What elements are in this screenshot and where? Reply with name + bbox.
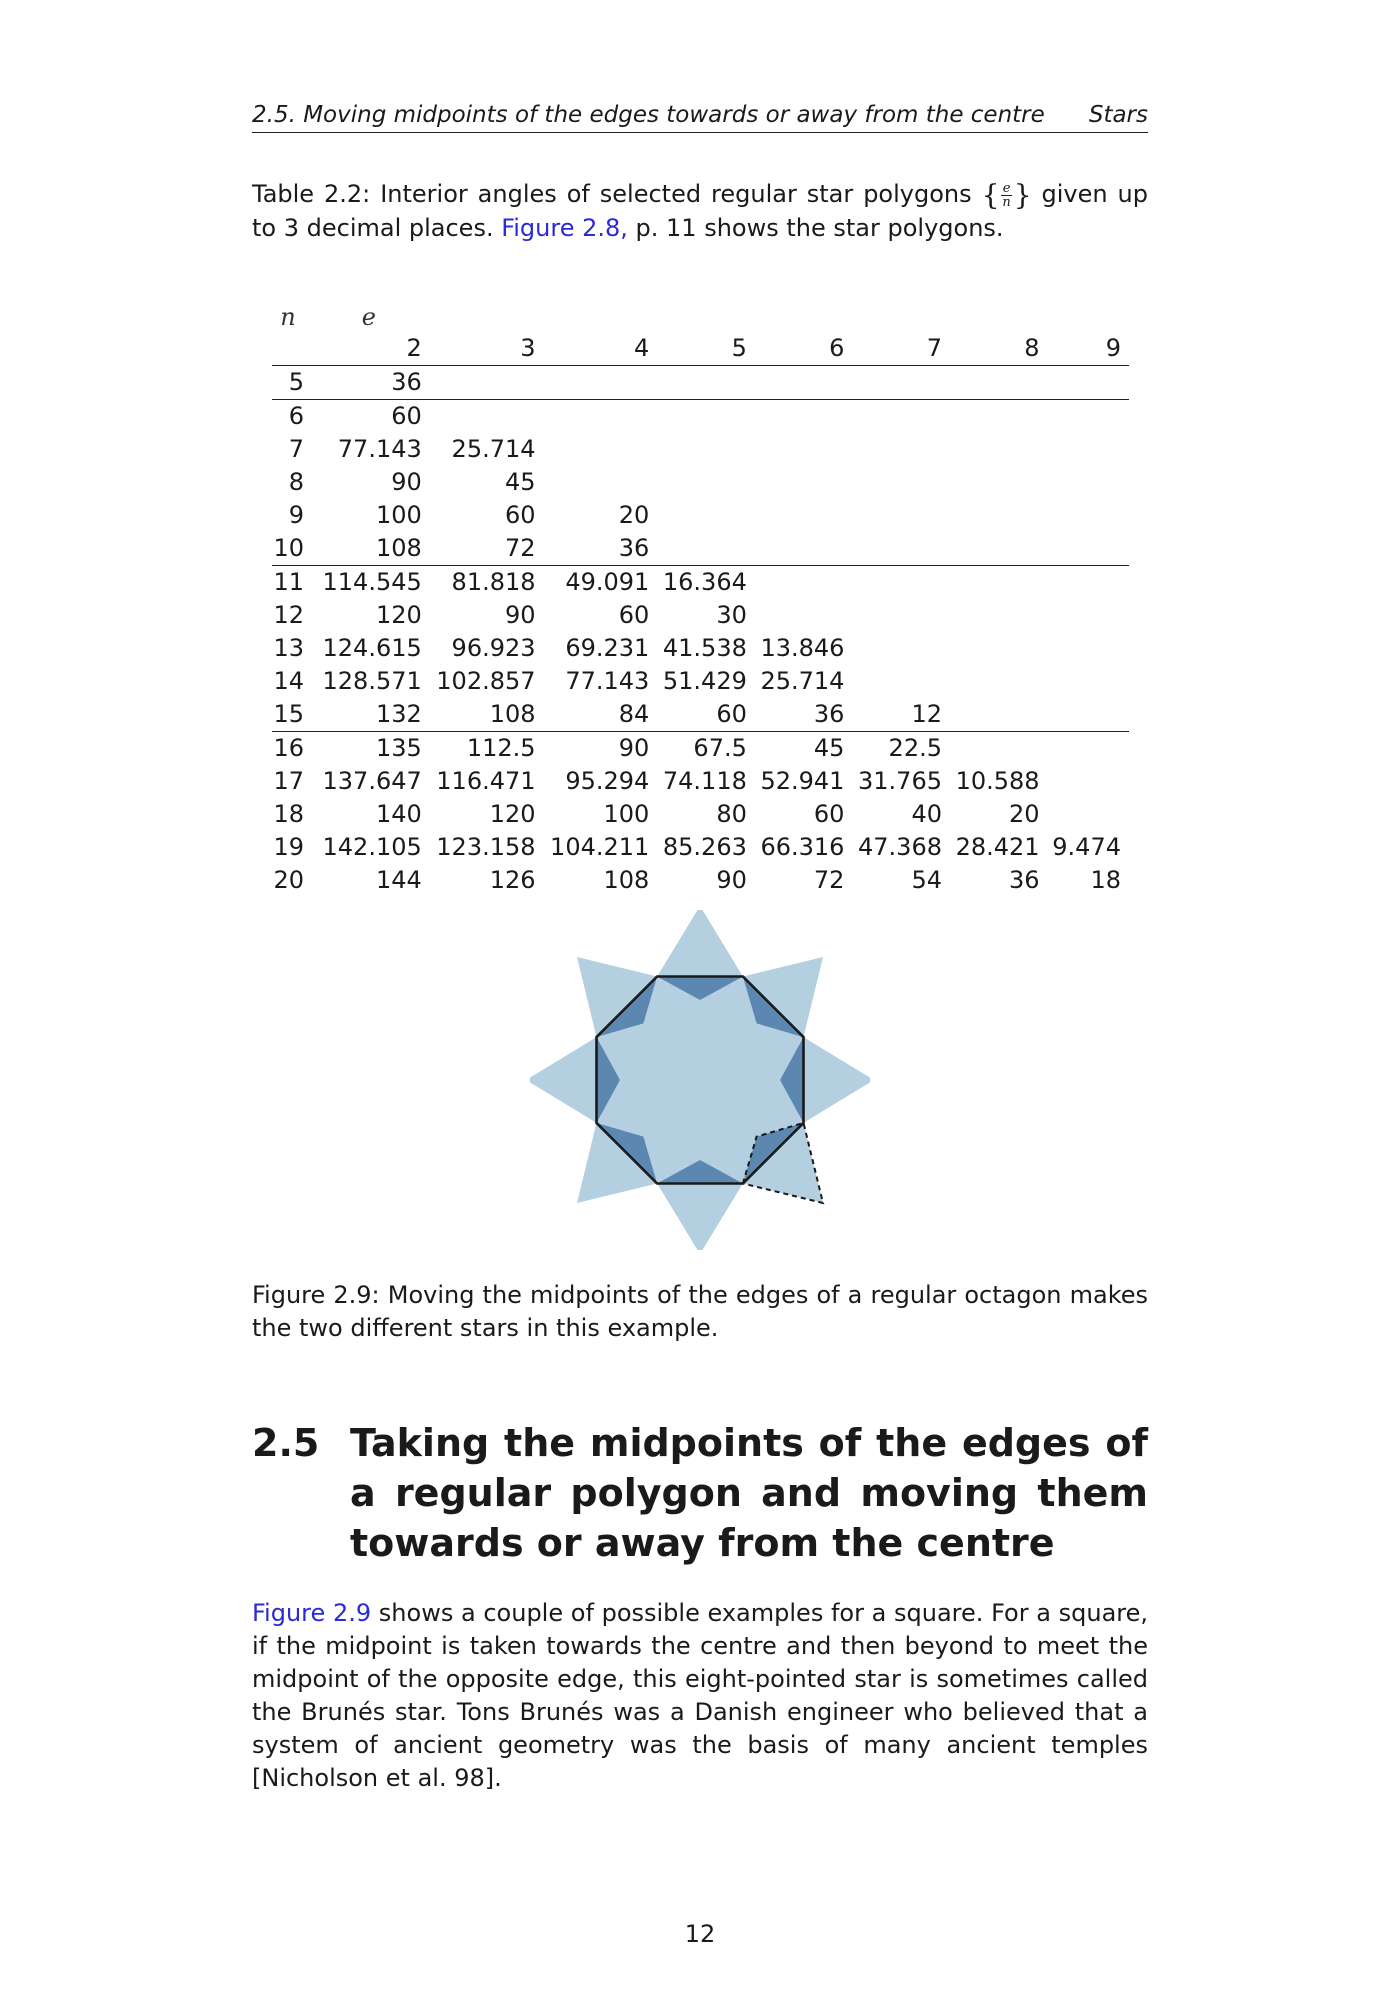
table-row — [272, 632, 1129, 665]
row-header: 6 — [272, 400, 316, 434]
table-cell: 36 — [391, 368, 422, 396]
brace-close: } — [1013, 178, 1032, 212]
table-cell — [657, 466, 755, 499]
table-caption-lead: Table 2.2: Interior angles of selected regular star polygons — [252, 180, 982, 208]
table-cell — [1048, 466, 1129, 499]
table-cell: 10.588 — [955, 767, 1040, 795]
table-cell: 36 — [1009, 866, 1040, 894]
table-cell: 140 — [375, 800, 422, 828]
table-caption — [252, 178, 1148, 245]
table-row — [272, 798, 1129, 831]
row-header: 20 — [273, 866, 304, 894]
row-header: 15 — [273, 700, 304, 728]
row-variable-label: n — [280, 303, 296, 331]
fraction-numerator: e — [1002, 180, 1011, 196]
table-cell: 114.545 — [316, 566, 430, 600]
table-cell — [755, 566, 853, 600]
table-row — [272, 466, 1129, 499]
table-caption-tail: p. 11 shows the star polygons. — [627, 213, 1004, 242]
row-header: 13 — [273, 634, 304, 662]
table-cell: 60 — [618, 601, 650, 629]
row-header: 19 — [273, 833, 304, 861]
table-cell: 90 — [391, 468, 422, 496]
table-cell — [755, 433, 853, 466]
table-row — [272, 400, 1129, 434]
table-cell: 100 — [375, 501, 422, 529]
row-header: 16 — [272, 732, 316, 766]
column-header: 5 — [657, 332, 755, 366]
fraction-denominator: n — [1002, 194, 1011, 210]
table-caption-mid: given up to 3 decimal places. — [252, 180, 1148, 242]
column-header: 3 — [430, 332, 544, 366]
table-cell — [950, 466, 1048, 499]
table-cell: 66.316 — [760, 833, 845, 861]
table-cell — [544, 433, 658, 466]
table-cell: 60 — [504, 501, 536, 529]
table-cell: 81.818 — [430, 566, 544, 600]
table-cell — [1048, 698, 1129, 732]
table-cell — [1048, 765, 1129, 798]
table-cell: 60 — [813, 800, 845, 828]
table-cell: 90 — [716, 866, 747, 894]
running-head — [252, 98, 1148, 132]
section-title: Taking the midpoints of the edges of a regular polygon and moving them towards or away from the centre — [350, 1421, 1148, 1565]
table-cell: 135 — [316, 732, 430, 766]
table-cell — [852, 599, 950, 632]
table-cell — [1048, 732, 1129, 766]
table-cell — [852, 499, 950, 532]
table-cell — [852, 532, 950, 566]
variable-row — [272, 302, 1129, 332]
table-cell — [430, 366, 544, 400]
table-cell: 108 — [603, 866, 650, 894]
row-header: 7 — [288, 435, 304, 463]
table-cell — [950, 665, 1048, 698]
table-cell: 132 — [375, 700, 422, 728]
table-row — [272, 532, 1129, 566]
brace-open: { — [981, 178, 1000, 212]
table-cell: 18 — [1090, 866, 1121, 894]
section-number: 2.5 — [252, 1421, 320, 1465]
row-header: 8 — [288, 468, 304, 496]
table-cell: 90 — [504, 601, 536, 629]
table-cell: 60 — [716, 700, 747, 728]
column-header: 4 — [544, 332, 658, 366]
running-head-section: 2.5. Moving midpoints of the edges towards or away from the centre — [252, 102, 1045, 128]
row-header: 18 — [273, 800, 304, 828]
table-cell: 108 — [375, 534, 422, 562]
table-cell — [1048, 499, 1129, 532]
table-cell: 144 — [375, 866, 422, 894]
table-cell — [544, 400, 658, 434]
table-cell — [852, 665, 950, 698]
table-cell: 77.143 — [565, 667, 650, 695]
table-cell: 54 — [911, 866, 942, 894]
table-cell — [852, 366, 950, 400]
table-cell: 49.091 — [544, 566, 658, 600]
table-cell — [950, 499, 1048, 532]
table-cell: 28.421 — [955, 833, 1040, 861]
table-cell — [755, 499, 853, 532]
row-header: 10 — [273, 534, 304, 562]
running-head-chapter: Stars — [1088, 102, 1148, 128]
row-header: 12 — [273, 601, 304, 629]
table-cell: 13.846 — [760, 634, 845, 662]
table-cell — [1048, 632, 1129, 665]
table-row — [272, 698, 1129, 732]
table-cell — [755, 366, 853, 400]
table-cell: 100 — [603, 800, 650, 828]
table-row — [272, 765, 1129, 798]
table-body — [272, 302, 1129, 897]
table-cell: 45 — [504, 468, 536, 496]
table-cell — [950, 433, 1048, 466]
running-head-rule — [252, 132, 1148, 133]
table-cell — [1048, 566, 1129, 600]
table-row — [272, 732, 1129, 766]
interior-angles-table — [272, 302, 1129, 897]
table-cell: 90 — [544, 732, 658, 766]
column-header: 7 — [852, 332, 950, 366]
table-cell: 85.263 — [662, 833, 747, 861]
table-cell — [950, 632, 1048, 665]
table-cell — [657, 400, 755, 434]
table-cell: 45 — [755, 732, 853, 766]
table-row — [272, 433, 1129, 466]
table-cell: 52.941 — [760, 767, 845, 795]
row-header: 5 — [288, 368, 304, 396]
table-cell — [852, 466, 950, 499]
table-cell: 36 — [618, 534, 650, 562]
table-row — [272, 599, 1129, 632]
row-header: 11 — [272, 566, 316, 600]
table-cell — [852, 433, 950, 466]
table-cell: 102.857 — [436, 667, 536, 695]
figure-2-8-link[interactable]: Figure 2.8, — [501, 213, 628, 242]
table-cell — [1048, 532, 1129, 566]
table-cell — [1048, 433, 1129, 466]
table-cell — [657, 433, 755, 466]
table-cell: 124.615 — [322, 634, 422, 662]
table-cell — [950, 532, 1048, 566]
table-cell — [950, 732, 1048, 766]
column-header: 8 — [950, 332, 1048, 366]
table-cell — [755, 466, 853, 499]
table-cell: 51.429 — [662, 667, 747, 695]
table-cell: 120 — [375, 601, 422, 629]
table-cell: 31.765 — [858, 767, 942, 795]
table-cell: 128.571 — [322, 667, 422, 695]
table-row — [272, 499, 1129, 532]
figure-2-9-link[interactable]: Figure 2.9 — [252, 1599, 372, 1627]
table-cell: 77.143 — [337, 435, 422, 463]
table-cell — [430, 400, 544, 434]
table-cell — [544, 466, 658, 499]
table-cell — [950, 698, 1048, 732]
table-cell — [950, 599, 1048, 632]
table-cell — [852, 400, 950, 434]
table-cell: 12 — [911, 700, 942, 728]
table-cell: 116.471 — [436, 767, 536, 795]
table-row — [272, 864, 1129, 897]
table-cell — [1048, 366, 1129, 400]
table-cell: 108 — [489, 700, 536, 728]
column-header-row — [272, 332, 1129, 366]
table-cell — [1048, 400, 1129, 434]
row-header: 17 — [273, 767, 304, 795]
page-number: 12 — [684, 1920, 716, 1948]
table-cell: 60 — [316, 400, 430, 434]
table-cell: 20 — [1009, 800, 1040, 828]
table-cell — [1048, 665, 1129, 698]
table-cell: 25.714 — [760, 667, 845, 695]
section-heading — [252, 1418, 1148, 1568]
table-cell: 25.714 — [451, 435, 536, 463]
table-cell: 40 — [911, 800, 942, 828]
table-cell: 126 — [489, 866, 536, 894]
table-cell: 36 — [813, 700, 845, 728]
table-cell — [1048, 599, 1129, 632]
fraction — [1001, 182, 1011, 209]
row-header: 9 — [288, 501, 304, 529]
column-header: 9 — [1048, 332, 1129, 366]
table-cell: 47.368 — [858, 833, 942, 861]
octagon-stars-figure — [530, 910, 870, 1250]
table-cell: 142.105 — [322, 833, 422, 861]
table-cell — [950, 566, 1048, 600]
corner-cell — [272, 332, 316, 366]
row-header: 14 — [273, 667, 304, 695]
table-cell — [657, 499, 755, 532]
table-cell — [1048, 798, 1129, 831]
table-cell: 80 — [716, 800, 747, 828]
body-paragraph — [252, 1597, 1148, 1795]
table-cell — [755, 599, 853, 632]
table-cell: 104.211 — [550, 833, 650, 861]
table-cell: 41.538 — [662, 634, 747, 662]
table-row — [272, 831, 1129, 864]
table-cell: 96.923 — [451, 634, 536, 662]
table-cell: 84 — [618, 700, 650, 728]
table-cell — [657, 532, 755, 566]
table-row — [272, 366, 1129, 400]
table-cell — [950, 366, 1048, 400]
column-variable-label: e — [361, 303, 376, 331]
column-header: 2 — [316, 332, 430, 366]
table-cell: 120 — [489, 800, 536, 828]
table-cell: 20 — [618, 501, 650, 529]
table-cell: 9.474 — [1052, 833, 1121, 861]
table-cell: 69.231 — [565, 634, 650, 662]
table-cell: 30 — [716, 601, 747, 629]
figure-caption: Figure 2.9: Moving the midpoints of the edges of a regular octagon makes the two different stars in this example. — [252, 1281, 1148, 1342]
table-cell: 123.158 — [436, 833, 536, 861]
table-cell — [755, 400, 853, 434]
table-cell: 72 — [813, 866, 845, 894]
table-row — [272, 566, 1129, 600]
table-cell: 16.364 — [657, 566, 755, 600]
body-text: shows a couple of possible examples for a square. For a square, if the midpoint is taken towards the centre and then beyond to meet the midpoint of the opposite edge, this eight-pointed star is sometimes called the Brunés star. Tons Brunés was a Danish engineer who believed that a system of ancient geometry was the basis of many ancient temples [Nicholson et al. 98]. — [252, 1599, 1149, 1792]
table-cell: 22.5 — [852, 732, 950, 766]
table-cell — [657, 366, 755, 400]
table-cell — [544, 366, 658, 400]
table-cell: 67.5 — [657, 732, 755, 766]
table-cell: 74.118 — [662, 767, 747, 795]
table-cell: 112.5 — [430, 732, 544, 766]
table-cell: 95.294 — [565, 767, 650, 795]
table-cell: 137.647 — [322, 767, 422, 795]
table-cell — [950, 400, 1048, 434]
table-cell: 72 — [504, 534, 536, 562]
table-cell — [852, 632, 950, 665]
table-row — [272, 665, 1129, 698]
table-cell — [755, 532, 853, 566]
table-cell — [852, 566, 950, 600]
column-header: 6 — [755, 332, 853, 366]
